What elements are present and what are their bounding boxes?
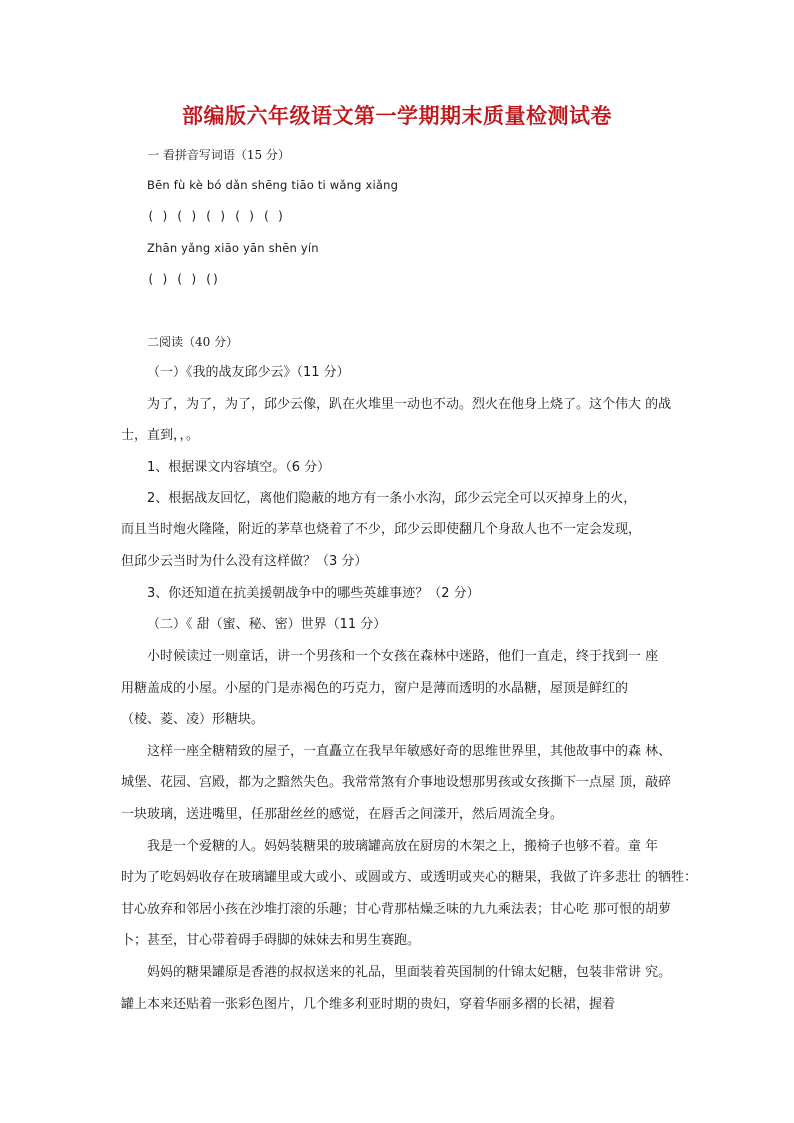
passage-2-p4-line-2: 罐上本来还贴着一张彩色图片，几个维多利亚时期的贵妇，穿着华丽多褶的长裙，握着 xyxy=(121,997,616,1012)
section-1-heading: 一 看拼音写词语（15 分） xyxy=(147,148,290,162)
part-1-heading: （一）《我的战友邱少云》（11 分） xyxy=(147,365,350,380)
part-2-heading: （二）《 甜（蜜、秘、密）世界（11 分） xyxy=(147,617,387,632)
passage-2-p3-line-3: 甘心放弃和邻居小孩在沙堆打滚的乐趣；甘心背那枯燥乏味的九九乘法表；甘心吃 那可恨的胡萝 xyxy=(121,902,672,917)
passage-2-p4-line-1: 妈妈的糖果罐原是香港的叔叔送来的礼品，里面装着英国制的什锦太妃糖，包装非常讲 究。 xyxy=(147,965,672,980)
passage-1-line-1: 为了，为了，为了，邱少云像，趴在火堆里一动也不动。烈火在他身上烧了。这个伟大 的战 xyxy=(147,397,672,412)
question-2-line-1: 2、根据战友回忆，离他们隐蔽的地方有一条小水沟，邱少云完全可以灭掉身上的火， xyxy=(147,491,637,506)
passage-2-p3-line-1: 我是一个爱糖的人。妈妈装糖果的玻璃罐高放在厨房的木架之上，搬椅子也够不着。童 年 xyxy=(147,839,659,854)
passage-2-p3-line-4: 卜；甚至，甘心带着碍手碍脚的妹妹去和男生赛跑。 xyxy=(121,933,421,948)
passage-2-p3-line-2: 时为了吃妈妈收存在玻璃罐里或大或小、或圆或方、或透明或夹心的糖果，我做了许多悲壮 的牺牲： xyxy=(121,870,698,885)
passage-2-p2-line-3: 一块玻璃，送进嘴里，任那甜丝丝的感觉，在唇舌之间漾开，然后周流全身。 xyxy=(121,807,564,822)
question-1: 1、根据课文内容填空。（6 分） xyxy=(147,460,331,475)
passage-2-p1-line-2: 用糖盖成的小屋。小屋的门是赤褐色的巧克力，窗户是薄而透明的水晶糖，屋顶是鲜红的 xyxy=(121,681,629,696)
page-title: 部编版六年级语文第一学期期末质量检测试卷 xyxy=(182,104,612,128)
passage-2-p1-line-3: （棱、菱、凌）形糖块。 xyxy=(121,712,265,727)
question-3: 3、你还知道在抗美援朝战争中的哪些英雄事迹？（2 分） xyxy=(147,586,480,601)
answer-blanks-row-1: ( ) ( ) ( ) ( ) ( ) xyxy=(147,209,285,223)
passage-2-p2-line-1: 这样一座全糖精致的屋子，一直矗立在我早年敏感好奇的思维世界里，其他故事中的森 林、 xyxy=(147,744,672,759)
answer-blanks-row-2: ( ) ( ) () xyxy=(147,272,220,286)
question-2-line-2: 而且当时炮火隆隆，附近的茅草也烧着了不少，邱少云即使翻几个身敌人也不一定会发现， xyxy=(121,522,642,537)
passage-2-p2-line-2: 城堡、花园、宫殿，都为之黯然失色。我常常煞有介事地设想那男孩或女孩撕下一点屋 顶，敲碎 xyxy=(121,775,672,790)
pinyin-row-1: Bēn fù kè bó dǎn shēng tiāo ti wǎng xiǎng xyxy=(147,178,399,192)
question-2-line-3: 但邱少云当时为什么没有这样做？（3 分） xyxy=(121,554,368,569)
passage-1-line-2: 士，直到，，。 xyxy=(121,428,200,443)
section-2-heading: 二阅读（40 分） xyxy=(147,335,239,349)
passage-2-p1-line-1: 小时候读过一则童话，讲一个男孩和一个女孩在森林中迷路，他们一直走，终于找到一 座 xyxy=(147,649,659,664)
pinyin-row-2: Zhān yǎng xiāo yān shēn yín xyxy=(147,241,319,255)
